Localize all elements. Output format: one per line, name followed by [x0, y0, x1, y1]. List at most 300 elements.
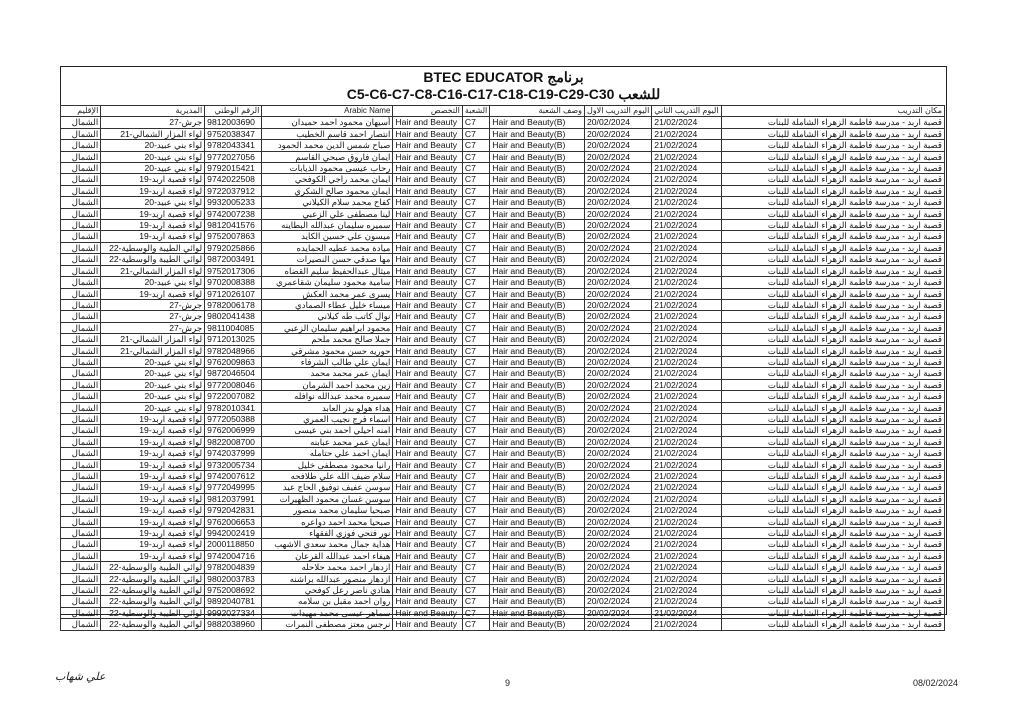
cell-specialty: Hair and Beauty [393, 151, 462, 162]
cell-day2: 21/02/2024 [652, 425, 721, 436]
cell-national-id: 9772008046 [205, 379, 262, 390]
cell-day1: 20/02/2024 [585, 322, 652, 333]
cell-place: قصبة اربد - مدرسة فاطمة الزهراء الشاملة للبنات [721, 185, 944, 196]
cell-section-desc: Hair and Beauty(B) [490, 482, 585, 493]
cell-section-desc: Hair and Beauty(B) [490, 596, 585, 607]
cell-directorate: لواء قصبة اربد-19 [101, 174, 205, 185]
table-row [61, 528, 945, 539]
cell-national-id: 9702008388 [205, 277, 262, 288]
cell-region: الشمال [61, 391, 101, 402]
cell-directorate: لواء بني عبيد-20 [101, 197, 205, 208]
cell-directorate: لواء قصبة اربد-19 [101, 231, 205, 242]
cell-day1: 20/02/2024 [585, 220, 652, 231]
cell-place: قصبة اربد - مدرسة فاطمة الزهراء الشاملة للبنات [721, 425, 944, 436]
cell-national-id: 9782006178 [205, 299, 262, 310]
cell-day2: 21/02/2024 [652, 585, 721, 596]
cell-arabic-name: ازدهار منصور عبدالله براشنه [262, 573, 393, 584]
col-header-arabic-name: Arabic Name [262, 106, 393, 117]
cell-national-id: 9762006999 [205, 425, 262, 436]
cell-national-id: 9792042831 [205, 505, 262, 516]
cell-specialty: Hair and Beauty [393, 413, 462, 424]
cell-section: C7 [462, 345, 489, 356]
cell-day2: 21/02/2024 [652, 528, 721, 539]
cell-day2: 21/02/2024 [652, 197, 721, 208]
cell-region: الشمال [61, 242, 101, 253]
cell-section-desc: Hair and Beauty(B) [490, 436, 585, 447]
cell-specialty: Hair and Beauty [393, 197, 462, 208]
cell-directorate: لواء بني عبيد-20 [101, 163, 205, 174]
cell-region: الشمال [61, 585, 101, 596]
cell-place: قصبة اربد - مدرسة فاطمة الزهراء الشاملة للبنات [721, 528, 944, 539]
cell-arabic-name: ايمان محمد راجي الكوفحي [262, 174, 393, 185]
cell-directorate: لواء قصبة اربد-19 [101, 425, 205, 436]
cell-arabic-name: ايمان علي طالب الشرفاء [262, 356, 393, 367]
cell-national-id: 2000118850 [205, 539, 262, 550]
cell-day1: 20/02/2024 [585, 607, 652, 618]
cell-region: الشمال [61, 185, 101, 196]
cell-place: قصبة اربد - مدرسة فاطمة الزهراء الشاملة للبنات [721, 471, 944, 482]
cell-place: قصبة اربد - مدرسة فاطمة الزهراء الشاملة للبنات [721, 288, 944, 299]
cell-specialty: Hair and Beauty [393, 277, 462, 288]
cell-region: الشمال [61, 231, 101, 242]
cell-region: الشمال [61, 550, 101, 561]
cell-section-desc: Hair and Beauty(B) [490, 231, 585, 242]
cell-directorate: لوائي الطيبة والوسطية-22 [101, 607, 205, 618]
cell-day1: 20/02/2024 [585, 585, 652, 596]
table-row [61, 482, 945, 493]
signature: علي شهاب [55, 671, 106, 683]
col-header-national-id: الرقم الوطني [205, 106, 262, 117]
table-row [61, 391, 945, 402]
cell-place: قصبة اربد - مدرسة فاطمة الزهراء الشاملة للبنات [721, 368, 944, 379]
cell-day1: 20/02/2024 [585, 151, 652, 162]
cell-day2: 21/02/2024 [652, 413, 721, 424]
cell-arabic-name: ايمان محمود صالح الشكري [262, 185, 393, 196]
cell-place: قصبة اربد - مدرسة فاطمة الزهراء الشاملة للبنات [721, 345, 944, 356]
cell-arabic-name: صباح شمس الدين محمد الحمود [262, 140, 393, 151]
cell-national-id: 9732005734 [205, 459, 262, 470]
cell-day2: 21/02/2024 [652, 550, 721, 561]
cell-place: قصبة اربد - مدرسة فاطمة الزهراء الشاملة للبنات [721, 231, 944, 242]
program-title: BTEC EDUCATOR برنامج [423, 69, 584, 85]
cell-section-desc: Hair and Beauty(B) [490, 345, 585, 356]
cell-day2: 21/02/2024 [652, 619, 721, 630]
cell-section: C7 [462, 163, 489, 174]
cell-national-id: 9762009863 [205, 356, 262, 367]
cell-arabic-name: نور فتحي فوزي الفقهاء [262, 528, 393, 539]
cell-directorate: لواء المزار الشمالي-21 [101, 128, 205, 139]
cell-specialty: Hair and Beauty [393, 117, 462, 128]
cell-directorate: لواء قصبة اربد-19 [101, 505, 205, 516]
col-header-directorate: المديرية [101, 106, 205, 117]
cell-specialty: Hair and Beauty [393, 550, 462, 561]
cell-day1: 20/02/2024 [585, 550, 652, 561]
cell-directorate: لواء قصبة اربد-19 [101, 436, 205, 447]
cell-national-id: 9812037991 [205, 493, 262, 504]
cell-region: الشمال [61, 573, 101, 584]
cell-region: الشمال [61, 299, 101, 310]
cell-section: C7 [462, 562, 489, 573]
cell-day2: 21/02/2024 [652, 345, 721, 356]
cell-region: الشمال [61, 562, 101, 573]
cell-place: قصبة اربد - مدرسة فاطمة الزهراء الشاملة للبنات [721, 585, 944, 596]
cell-region: الشمال [61, 516, 101, 527]
cell-place: قصبة اربد - مدرسة فاطمة الزهراء الشاملة للبنات [721, 379, 944, 390]
cell-national-id: 9782004839 [205, 562, 262, 573]
cell-day1: 20/02/2024 [585, 356, 652, 367]
cell-national-id: 9872003491 [205, 254, 262, 265]
cell-specialty: Hair and Beauty [393, 516, 462, 527]
cell-specialty: Hair and Beauty [393, 459, 462, 470]
cell-directorate: لواء قصبة اربد-19 [101, 550, 205, 561]
cell-arabic-name: هداية جمال محمد سعدي الاشهب [262, 539, 393, 550]
cell-day1: 20/02/2024 [585, 459, 652, 470]
cell-day1: 20/02/2024 [585, 425, 652, 436]
cell-national-id: 9772050388 [205, 413, 262, 424]
cell-day2: 21/02/2024 [652, 265, 721, 276]
cell-directorate: لواء بني عبيد-20 [101, 379, 205, 390]
cell-directorate: لواء المزار الشمالي-21 [101, 334, 205, 345]
cell-directorate: لواء قصبة اربد-19 [101, 185, 205, 196]
table-row [61, 277, 945, 288]
cell-region: الشمال [61, 471, 101, 482]
table-row [61, 174, 945, 185]
cell-arabic-name: ايمان عمر محمد محمد [262, 368, 393, 379]
cell-region: الشمال [61, 288, 101, 299]
col-header-region: الإقليم [61, 106, 101, 117]
cell-national-id: 9742022508 [205, 174, 262, 185]
cell-day1: 20/02/2024 [585, 208, 652, 219]
cell-place: قصبة اربد - مدرسة فاطمة الزهراء الشاملة للبنات [721, 299, 944, 310]
cell-national-id: 9722037912 [205, 185, 262, 196]
cell-arabic-name: هيفاء احمد عبدالله القرعان [262, 550, 393, 561]
cell-day2: 21/02/2024 [652, 254, 721, 265]
table-row [61, 151, 945, 162]
cell-day2: 21/02/2024 [652, 562, 721, 573]
cell-section-desc: Hair and Beauty(B) [490, 528, 585, 539]
cell-arabic-name: لينا مصطفى علي الزعبي [262, 208, 393, 219]
cell-directorate: لواء بني عبيد-20 [101, 368, 205, 379]
cell-section-desc: Hair and Beauty(B) [490, 288, 585, 299]
cell-specialty: Hair and Beauty [393, 163, 462, 174]
cell-section: C7 [462, 242, 489, 253]
col-header-day1: اليوم التدريب الاول [585, 106, 652, 117]
cell-specialty: Hair and Beauty [393, 436, 462, 447]
cell-place: قصبة اربد - مدرسة فاطمة الزهراء الشاملة للبنات [721, 140, 944, 151]
table-row [61, 368, 945, 379]
cell-section: C7 [462, 436, 489, 447]
cell-directorate: لواء بني عبيد-20 [101, 402, 205, 413]
cell-directorate: لوائي الطيبة والوسطية-22 [101, 596, 205, 607]
cell-section-desc: Hair and Beauty(B) [490, 277, 585, 288]
cell-section: C7 [462, 208, 489, 219]
table-row [61, 220, 945, 231]
cell-region: الشمال [61, 448, 101, 459]
col-header-section: الشعبة [462, 106, 489, 117]
cell-directorate: لواء قصبة اربد-19 [101, 528, 205, 539]
cell-section-desc: Hair and Beauty(B) [490, 140, 585, 151]
cell-section-desc: Hair and Beauty(B) [490, 322, 585, 333]
cell-day2: 21/02/2024 [652, 277, 721, 288]
cell-day1: 20/02/2024 [585, 288, 652, 299]
table-row [61, 265, 945, 276]
cell-section: C7 [462, 482, 489, 493]
cell-national-id: 9712026107 [205, 288, 262, 299]
cell-section-desc: Hair and Beauty(B) [490, 311, 585, 322]
cell-national-id: 9742007612 [205, 471, 262, 482]
cell-region: الشمال [61, 368, 101, 379]
cell-place: قصبة اربد - مدرسة فاطمة الزهراء الشاملة للبنات [721, 254, 944, 265]
cell-place: قصبة اربد - مدرسة فاطمة الزهراء الشاملة للبنات [721, 208, 944, 219]
cell-section: C7 [462, 573, 489, 584]
cell-place: قصبة اربد - مدرسة فاطمة الزهراء الشاملة للبنات [721, 607, 944, 618]
cell-section-desc: Hair and Beauty(B) [490, 448, 585, 459]
col-header-specialty: التخصص [393, 106, 462, 117]
cell-region: الشمال [61, 345, 101, 356]
cell-directorate: لواء قصبة اربد-19 [101, 220, 205, 231]
cell-day1: 20/02/2024 [585, 493, 652, 504]
cell-directorate: لوائي الطيبة والوسطية-22 [101, 585, 205, 596]
cell-directorate: جرش-27 [101, 322, 205, 333]
cell-specialty: Hair and Beauty [393, 379, 462, 390]
cell-section: C7 [462, 299, 489, 310]
cell-specialty: Hair and Beauty [393, 231, 462, 242]
cell-day2: 21/02/2024 [652, 117, 721, 128]
cell-section: C7 [462, 277, 489, 288]
cell-specialty: Hair and Beauty [393, 288, 462, 299]
cell-arabic-name: ميساء خليل عطاء الصمادي [262, 299, 393, 310]
cell-arabic-name: جملا صالح محمد ملحم [262, 334, 393, 345]
cell-day1: 20/02/2024 [585, 596, 652, 607]
cell-section-desc: Hair and Beauty(B) [490, 151, 585, 162]
cell-national-id: 9812041576 [205, 220, 262, 231]
cell-arabic-name: ازدهار احمد محمد حلاحله [262, 562, 393, 573]
cell-national-id: 9722007082 [205, 391, 262, 402]
cell-day2: 21/02/2024 [652, 220, 721, 231]
cell-arabic-name: أسيهان محمود احمد حميدان [262, 117, 393, 128]
cell-day1: 20/02/2024 [585, 539, 652, 550]
cell-arabic-name: رانيا محمود مصطفى خليل [262, 459, 393, 470]
cell-day1: 20/02/2024 [585, 299, 652, 310]
cell-arabic-name: اسماء فرج نجيب العمري [262, 413, 393, 424]
cell-section: C7 [462, 185, 489, 196]
cell-national-id: 9752017306 [205, 265, 262, 276]
cell-arabic-name: سميره محمد عبدالله نوافله [262, 391, 393, 402]
cell-national-id: 9752008692 [205, 585, 262, 596]
cell-place: قصبة اربد - مدرسة فاطمة الزهراء الشاملة للبنات [721, 128, 944, 139]
cell-section: C7 [462, 505, 489, 516]
cell-specialty: Hair and Beauty [393, 128, 462, 139]
cell-region: الشمال [61, 208, 101, 219]
cell-day1: 20/02/2024 [585, 379, 652, 390]
cell-place: قصبة اربد - مدرسة فاطمة الزهراء الشاملة للبنات [721, 265, 944, 276]
sections-title: C5-C6-C7-C8-C16-C17-C18-C19-C29-C30 للشعب [346, 86, 661, 102]
cell-day1: 20/02/2024 [585, 334, 652, 345]
cell-specialty: Hair and Beauty [393, 448, 462, 459]
cell-place: قصبة اربد - مدرسة فاطمة الزهراء الشاملة للبنات [721, 619, 944, 630]
table-row [61, 493, 945, 504]
cell-region: الشمال [61, 436, 101, 447]
cell-section-desc: Hair and Beauty(B) [490, 254, 585, 265]
cell-day1: 20/02/2024 [585, 471, 652, 482]
cell-day2: 21/02/2024 [652, 368, 721, 379]
table-row [61, 208, 945, 219]
cell-national-id: 9782010341 [205, 402, 262, 413]
cell-national-id: 9782043341 [205, 140, 262, 151]
cell-section-desc: Hair and Beauty(B) [490, 174, 585, 185]
cell-region: الشمال [61, 140, 101, 151]
cell-directorate: لواء قصبة اربد-19 [101, 471, 205, 482]
cell-day1: 20/02/2024 [585, 516, 652, 527]
cell-region: الشمال [61, 117, 101, 128]
cell-arabic-name: سوسن عفيف توفيق الحاج عيد [262, 482, 393, 493]
cell-specialty: Hair and Beauty [393, 505, 462, 516]
table-row [61, 299, 945, 310]
cell-section: C7 [462, 140, 489, 151]
cell-specialty: Hair and Beauty [393, 368, 462, 379]
cell-section-desc: Hair and Beauty(B) [490, 368, 585, 379]
cell-specialty: Hair and Beauty [393, 174, 462, 185]
cell-section-desc: Hair and Beauty(B) [490, 299, 585, 310]
cell-region: الشمال [61, 425, 101, 436]
cell-region: الشمال [61, 539, 101, 550]
cell-specialty: Hair and Beauty [393, 391, 462, 402]
cell-arabic-name: كفاح محمد سلام الكيلاني [262, 197, 393, 208]
table-row [61, 516, 945, 527]
cell-day2: 21/02/2024 [652, 334, 721, 345]
cell-arabic-name: صبحيا سليمان محمد منصور [262, 505, 393, 516]
cell-day2: 21/02/2024 [652, 482, 721, 493]
cell-arabic-name: ايمان عمر محمد عبابنه [262, 436, 393, 447]
cell-specialty: Hair and Beauty [393, 345, 462, 356]
cell-region: الشمال [61, 619, 101, 630]
cell-place: قصبة اربد - مدرسة فاطمة الزهراء الشاملة للبنات [721, 356, 944, 367]
cell-specialty: Hair and Beauty [393, 585, 462, 596]
cell-directorate: لواء قصبة اربد-19 [101, 413, 205, 424]
cell-arabic-name: ميثال عبدالحفيظ سليم القضاه [262, 265, 393, 276]
cell-day1: 20/02/2024 [585, 482, 652, 493]
cell-section: C7 [462, 539, 489, 550]
cell-day1: 20/02/2024 [585, 448, 652, 459]
cell-section-desc: Hair and Beauty(B) [490, 619, 585, 630]
cell-arabic-name: هنادي ناصر رعل كوفحي [262, 585, 393, 596]
cell-section: C7 [462, 516, 489, 527]
cell-place: قصبة اربد - مدرسة فاطمة الزهراء الشاملة للبنات [721, 482, 944, 493]
cell-section-desc: Hair and Beauty(B) [490, 413, 585, 424]
cell-section-desc: Hair and Beauty(B) [490, 516, 585, 527]
table-row [61, 197, 945, 208]
cell-day1: 20/02/2024 [585, 197, 652, 208]
cell-place: قصبة اربد - مدرسة فاطمة الزهراء الشاملة للبنات [721, 596, 944, 607]
cell-day1: 20/02/2024 [585, 242, 652, 253]
cell-arabic-name: ايمان فاروق صبحي القاسم [262, 151, 393, 162]
table-row [61, 128, 945, 139]
cell-place: قصبة اربد - مدرسة فاطمة الزهراء الشاملة للبنات [721, 322, 944, 333]
cell-day2: 21/02/2024 [652, 288, 721, 299]
cell-directorate: لوائي الطيبة والوسطية-22 [101, 573, 205, 584]
cell-region: الشمال [61, 265, 101, 276]
cell-day2: 21/02/2024 [652, 391, 721, 402]
cell-region: الشمال [61, 493, 101, 504]
cell-arabic-name: نوال كاتب طه كيلاني [262, 311, 393, 322]
cell-place: قصبة اربد - مدرسة فاطمة الزهراء الشاملة للبنات [721, 573, 944, 584]
cell-specialty: Hair and Beauty [393, 220, 462, 231]
table-row [61, 607, 945, 618]
cell-specialty: Hair and Beauty [393, 265, 462, 276]
cell-section-desc: Hair and Beauty(B) [490, 117, 585, 128]
cell-section-desc: Hair and Beauty(B) [490, 550, 585, 561]
cell-section-desc: Hair and Beauty(B) [490, 459, 585, 470]
cell-arabic-name: روان احمد مقبل بن سلامه [262, 596, 393, 607]
cell-day2: 21/02/2024 [652, 140, 721, 151]
cell-specialty: Hair and Beauty [393, 208, 462, 219]
table-row [61, 436, 945, 447]
cell-section: C7 [462, 391, 489, 402]
cell-section: C7 [462, 619, 489, 630]
cell-day2: 21/02/2024 [652, 505, 721, 516]
cell-section: C7 [462, 448, 489, 459]
cell-directorate: لواء قصبة اربد-19 [101, 516, 205, 527]
table-row [61, 402, 945, 413]
cell-section: C7 [462, 288, 489, 299]
cell-arabic-name: امنه احيلي احمد بني عيسى [262, 425, 393, 436]
cell-directorate: لواء قصبة اربد-19 [101, 459, 205, 470]
cell-section-desc: Hair and Beauty(B) [490, 505, 585, 516]
cell-day1: 20/02/2024 [585, 368, 652, 379]
cell-directorate: لواء بني عبيد-20 [101, 140, 205, 151]
cell-day2: 21/02/2024 [652, 231, 721, 242]
cell-day2: 21/02/2024 [652, 471, 721, 482]
cell-national-id: 9992027334 [205, 607, 262, 618]
cell-national-id: 9712013025 [205, 334, 262, 345]
table-row [61, 573, 945, 584]
cell-region: الشمال [61, 174, 101, 185]
cell-region: الشمال [61, 254, 101, 265]
cell-region: الشمال [61, 505, 101, 516]
cell-day1: 20/02/2024 [585, 174, 652, 185]
cell-section: C7 [462, 402, 489, 413]
cell-directorate: لوائي الطيبة والوسطية-22 [101, 242, 205, 253]
cell-region: الشمال [61, 402, 101, 413]
cell-specialty: Hair and Beauty [393, 539, 462, 550]
cell-section: C7 [462, 231, 489, 242]
cell-directorate: جرش-27 [101, 117, 205, 128]
cell-day2: 21/02/2024 [652, 493, 721, 504]
cell-day2: 21/02/2024 [652, 448, 721, 459]
cell-day2: 21/02/2024 [652, 516, 721, 527]
cell-day1: 20/02/2024 [585, 562, 652, 573]
cell-day2: 21/02/2024 [652, 174, 721, 185]
cell-place: قصبة اربد - مدرسة فاطمة الزهراء الشاملة للبنات [721, 277, 944, 288]
cell-region: الشمال [61, 151, 101, 162]
cell-arabic-name: رحاب عيسى محمود الذيابات [262, 163, 393, 174]
table-row [61, 459, 945, 470]
cell-region: الشمال [61, 128, 101, 139]
cell-arabic-name: محمود ابراهيم سليمان الزعبي [262, 322, 393, 333]
cell-national-id: 9882038960 [205, 619, 262, 630]
table-row [61, 619, 945, 630]
cell-directorate: لواء بني عبيد-20 [101, 356, 205, 367]
cell-specialty: Hair and Beauty [393, 334, 462, 345]
cell-section-desc: Hair and Beauty(B) [490, 402, 585, 413]
cell-section-desc: Hair and Beauty(B) [490, 242, 585, 253]
cell-arabic-name: نرجس معتز مصطفى النمرات [262, 619, 393, 630]
cell-specialty: Hair and Beauty [393, 619, 462, 630]
cell-section-desc: Hair and Beauty(B) [490, 163, 585, 174]
cell-day1: 20/02/2024 [585, 185, 652, 196]
cell-section: C7 [462, 197, 489, 208]
cell-region: الشمال [61, 413, 101, 424]
